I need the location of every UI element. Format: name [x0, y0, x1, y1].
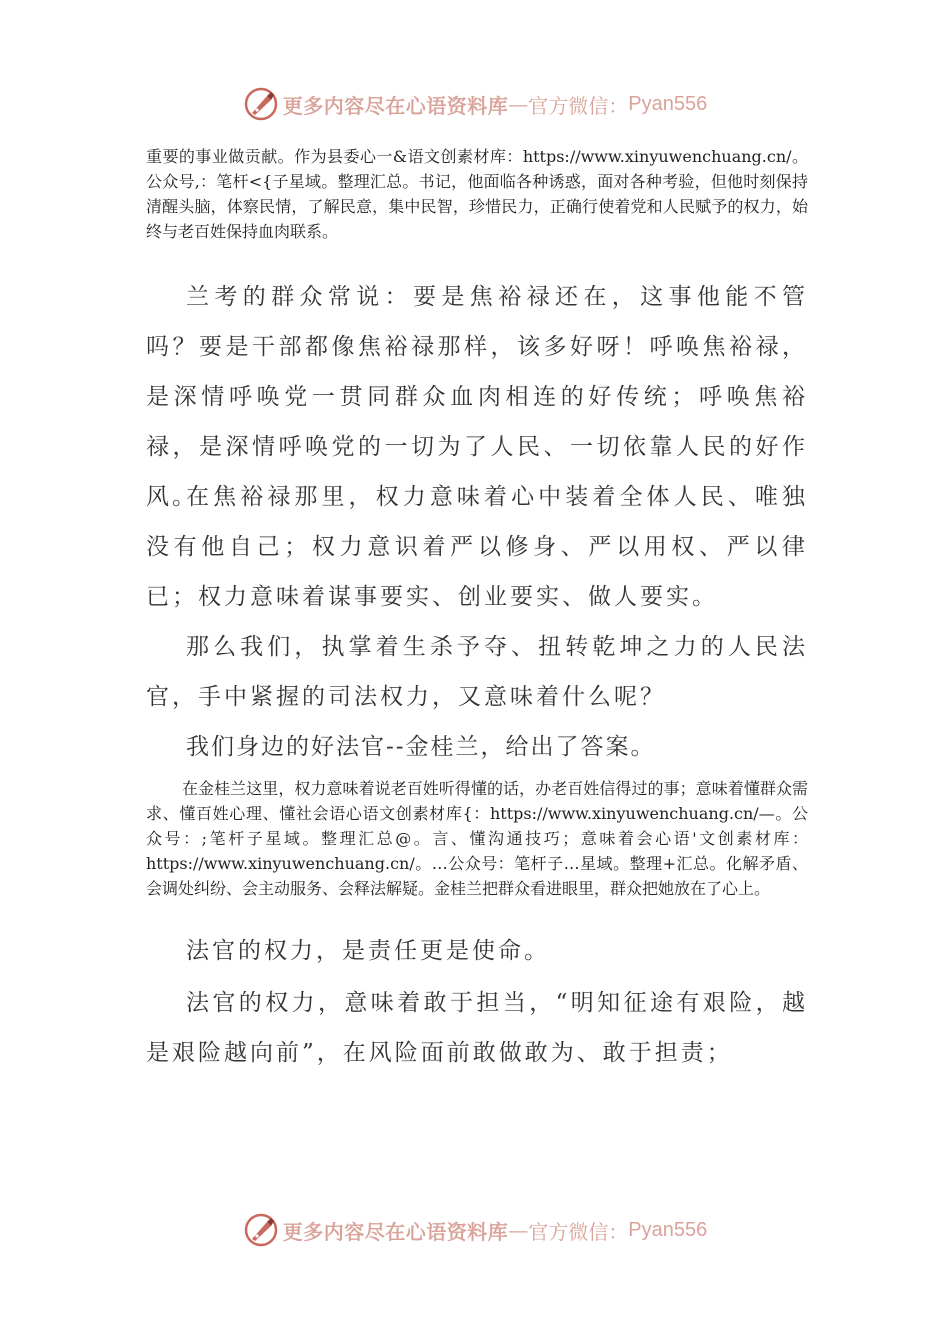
banner-main-text: 更多内容尽在心语资料库: [282, 1219, 509, 1244]
paragraph-1: [146, 144, 808, 244]
paragraph-1-text: 重要的事业做贡献。作为县委心一&语文创素材库：https://www.xinyuwenchuang.cn/。公众号,：笔杆<{子星域。整理汇总。书记，他面临各种诱惑，面对各种考验，但他时刻保持清醒头脑，体察民情，了解民意，集中民智，珍惜民力，正确行使着党和人民赋予的权力，始终与老百姓保持血肉联系。: [146, 147, 808, 241]
banner-wechat-id: Pyan556: [628, 1218, 708, 1241]
paragraph-3: [146, 472, 808, 622]
pen-nib-circle-icon: [243, 1212, 279, 1248]
paragraph-8-text: 法官的权力，意味着敢于担当，“明知征途有艰险，越是艰险越向前”，在风险面前敢做敢为、敢于担责；: [146, 990, 808, 1066]
paragraph-5: [146, 722, 808, 772]
paragraph-6-text: 在金桂兰这里，权力意味着说老百姓听得懂的话，办老百姓信得过的事；意味着懂群众需求、懂百姓心理、懂社会语心语文创素材库{：https://www.xinyuwenchuang.cn/—。公众号：;笔杆子星域。整理汇总@。言、懂沟通技巧；意味着会心语'文创素材库：https://www.xinyuwenchuang.cn/。…公众号：笔杆子…星域。整理+汇总。化解矛盾、会调处纠纷、会主动服务、会释法解疑。金桂兰把群众看进眼里，群众把她放在了心上。: [146, 779, 808, 898]
banner-sub-text: 官方微信：: [528, 1219, 629, 1244]
footer-banner: [0, 1208, 950, 1252]
banner-dash: —: [508, 1218, 529, 1242]
pen-nib-circle-icon: [243, 86, 279, 122]
banner-main-text: 更多内容尽在心语资料库: [282, 93, 509, 118]
header-banner: [0, 82, 950, 126]
banner-dash: —: [508, 92, 529, 116]
paragraph-3-text: 在焦裕禄那里，权力意味着心中装着全体人民、唯独没有他自己；权力意识着严以修身、严以用权、严以律已；权力意味着谋事要实、创业要实、做人要实。: [146, 484, 808, 610]
paragraph-2-text: 兰考的群众常说：要是焦裕禄还在，这事他能不管吗？要是干部都像焦裕禄那样，该多好呀！呼唤焦裕禄，是深情呼唤党一贯同群众血肉相连的好传统；呼唤焦裕禄，是深情呼唤党的一切为了人民、一切依靠人民的好作风。: [146, 284, 808, 510]
paragraph-4-text: 那么我们，执掌着生杀予夺、扭转乾坤之力的人民法官，手中紧握的司法权力，又意味着什么呢？: [146, 634, 808, 710]
paragraph-6: [146, 776, 808, 901]
banner-sub-text: 官方微信：: [528, 93, 629, 118]
paragraph-7-text: 法官的权力，是责任更是使命。: [186, 938, 550, 964]
paragraph-8: [146, 978, 808, 1078]
banner-wechat-id: Pyan556: [628, 92, 708, 115]
paragraph-4: [146, 622, 808, 722]
paragraph-5-text: 我们身边的好法官--金桂兰，给出了答案。: [186, 734, 656, 760]
paragraph-7: [146, 926, 808, 976]
